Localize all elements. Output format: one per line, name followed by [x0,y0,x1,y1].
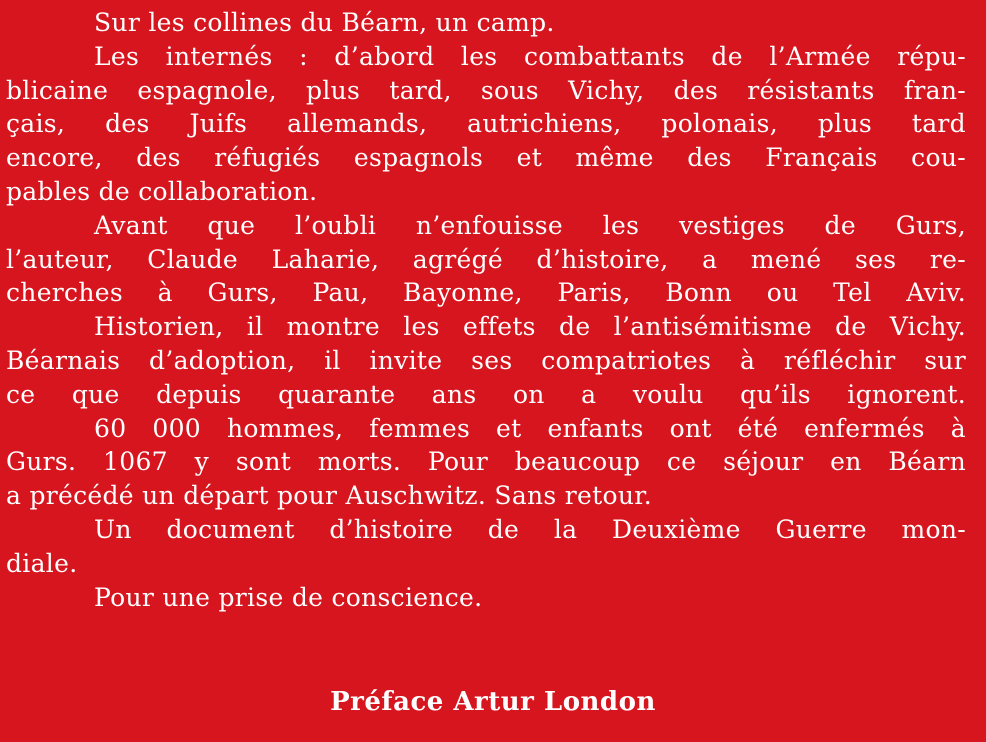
blurb-line: encore, des réfugiés espagnols et même des Français cou- [6,143,966,173]
blurb-line: Gurs. 1067 y sont morts. Pour beaucoup ce séjour en Béarn [6,447,966,477]
blurb-line: Un document d’histoire de la Deuxième Guerre mon- [94,514,966,544]
blurb-text [6,6,966,614]
blurb-line: Les internés : d’abord les combattants de l’Armée répu- [94,41,966,71]
blurb-line: Pour une prise de conscience. [94,582,483,612]
blurb-line: çais, des Juifs allemands, autrichiens, polonais, plus tard [6,109,966,139]
blurb-line: ce que depuis quarante ans on a voulu qu’ils ignorent. [6,379,966,409]
blurb-line: Sur les collines du Béarn, un camp. [94,8,555,37]
blurb-line: blicaine espagnole, plus tard, sous Vichy, des résistants fran- [6,75,966,105]
blurb-line: cherches à Gurs, Pau, Bayonne, Paris, Bonn ou Tel Aviv. [6,278,966,308]
blurb-line: diale. [6,548,78,578]
preface-credit: Préface Artur London [330,687,656,717]
blurb-line: Béarnais d’adoption, il invite ses compatriotes à réfléchir sur [6,345,966,375]
blurb-line: pables de collaboration. [6,176,318,206]
blurb-line: l’auteur, Claude Laharie, agrégé d’histoire, a mené ses re- [6,244,966,274]
blurb-line: Avant que l’oubli n’enfouisse les vestiges de Gurs, [94,210,966,240]
blurb-line: 60 000 hommes, femmes et enfants ont été enfermés à [94,413,966,443]
blurb-line: Historien, il montre les effets de l’antisémitisme de Vichy. [94,312,966,342]
blurb-line: a précédé un départ pour Auschwitz. Sans retour. [6,481,652,511]
